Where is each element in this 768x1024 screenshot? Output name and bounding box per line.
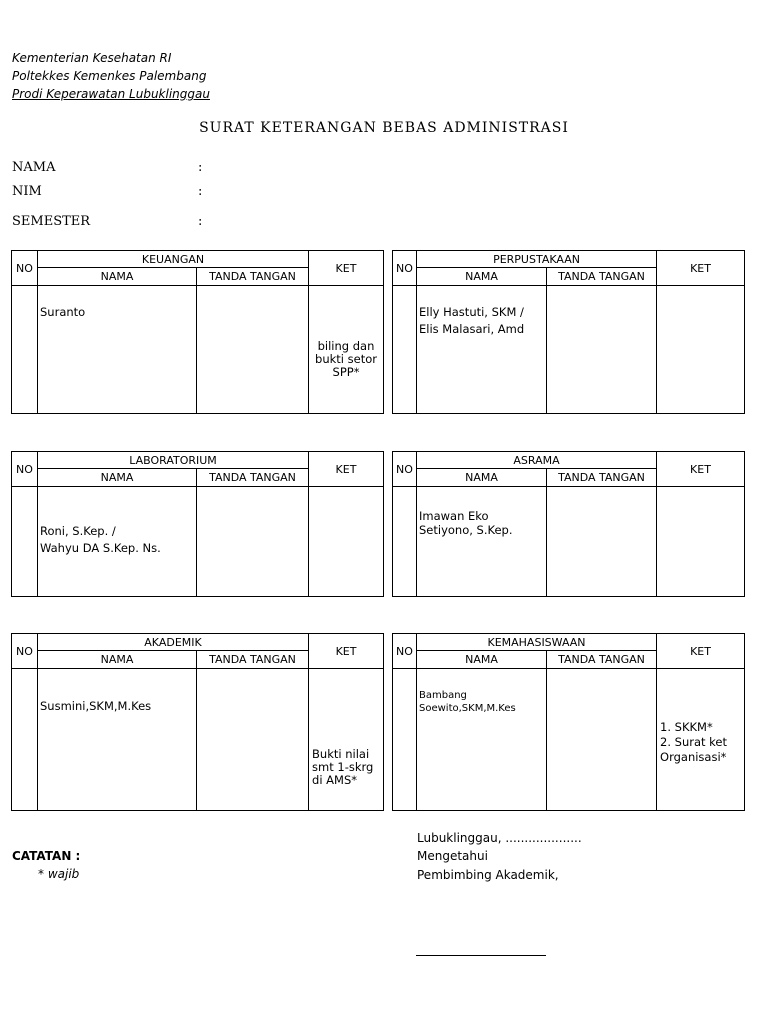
signature-acknowledged: Mengetahui <box>417 849 488 863</box>
ket-line: bukti setor <box>315 352 377 366</box>
name-cell <box>38 487 197 597</box>
name-cell <box>38 669 197 811</box>
name-line: Elis Malasari, Amd <box>419 322 525 336</box>
section-title: LABORATORIUM <box>38 452 309 469</box>
table-akademik <box>11 633 384 811</box>
col-tanda-tangan: TANDA TANGAN <box>197 651 309 669</box>
signature-place-date: Lubuklinggau, .................... <box>417 831 582 845</box>
table-keuangan <box>11 250 384 414</box>
col-no: NO <box>12 634 38 669</box>
field-semester-label: SEMESTER <box>12 214 91 229</box>
ket-cell <box>657 669 745 811</box>
col-tanda-tangan: TANDA TANGAN <box>197 268 309 286</box>
section-title: AKADEMIK <box>38 634 309 651</box>
signature-cell[interactable] <box>197 286 309 414</box>
no-cell <box>12 669 38 811</box>
ket-line: 2. Surat ket <box>660 735 728 749</box>
program-name-text: Prodi Keperawatan Lubuklinggau <box>12 87 210 101</box>
col-ket: KET <box>309 251 384 286</box>
ministry-name: Kementerian Kesehatan RI <box>12 51 172 65</box>
name-line: Setiyono, S.Kep. <box>419 523 513 537</box>
col-tanda-tangan: TANDA TANGAN <box>547 469 657 487</box>
no-cell <box>12 286 38 414</box>
table-kemahasiswaan <box>392 633 745 811</box>
ket-line: SPP* <box>332 365 360 379</box>
name-line: Bambang <box>419 690 467 701</box>
name-cell <box>417 487 547 597</box>
no-cell <box>393 669 417 811</box>
col-no: NO <box>393 251 417 286</box>
ket-line: biling dan <box>317 339 375 353</box>
ket-line: Organisasi* <box>660 750 727 764</box>
col-nama: NAMA <box>417 268 547 286</box>
name-line: Imawan Eko <box>419 509 489 523</box>
signature-cell[interactable] <box>197 669 309 811</box>
field-nim-label: NIM <box>12 184 42 199</box>
col-ket: KET <box>657 634 745 669</box>
signature-cell[interactable] <box>547 286 657 414</box>
ket-line: smt 1-skrg <box>312 760 374 774</box>
name-cell <box>417 669 547 811</box>
signature-cell[interactable] <box>197 487 309 597</box>
no-cell <box>12 487 38 597</box>
ket-cell <box>657 487 745 597</box>
col-ket: KET <box>657 452 745 487</box>
notes-label: CATATAN : <box>12 849 81 863</box>
col-tanda-tangan: TANDA TANGAN <box>547 651 657 669</box>
col-ket: KET <box>309 634 384 669</box>
ket-cell <box>309 669 384 811</box>
no-cell <box>393 286 417 414</box>
col-nama: NAMA <box>38 268 197 286</box>
section-title: PERPUSTAKAAN <box>417 251 657 268</box>
col-nama: NAMA <box>38 651 197 669</box>
section-title: KEMAHASISWAAN <box>417 634 657 651</box>
ket-line: 1. SKKM* <box>660 720 713 734</box>
signature-line <box>416 955 546 956</box>
col-nama: NAMA <box>417 469 547 487</box>
name-cell <box>38 286 197 414</box>
signature-advisor: Pembimbing Akademik, <box>417 868 559 882</box>
name-line: Soewito,SKM,M.Kes <box>419 703 516 714</box>
field-nama-label: NAMA <box>12 160 56 175</box>
institution-name: Poltekkes Kemenkes Palembang <box>12 69 207 83</box>
ket-cell <box>309 286 384 414</box>
notes-required: * wajib <box>38 867 80 881</box>
signature-cell[interactable] <box>547 487 657 597</box>
col-no: NO <box>12 251 38 286</box>
table-laboratorium <box>11 451 384 597</box>
no-cell <box>393 487 417 597</box>
name-cell <box>417 286 547 414</box>
col-nama: NAMA <box>417 651 547 669</box>
name-line: Wahyu DA S.Kep. Ns. <box>40 541 161 555</box>
field-nama-colon: : <box>198 160 203 175</box>
ket-line: di AMS* <box>312 773 358 787</box>
col-tanda-tangan: TANDA TANGAN <box>197 469 309 487</box>
col-no: NO <box>393 452 417 487</box>
section-title: ASRAMA <box>417 452 657 469</box>
name-line: Roni, S.Kep. / <box>40 524 116 538</box>
ket-cell <box>309 487 384 597</box>
col-no: NO <box>393 634 417 669</box>
ket-cell <box>657 286 745 414</box>
document-title: SURAT KETERANGAN BEBAS ADMINISTRASI <box>199 120 569 136</box>
table-asrama <box>392 451 745 597</box>
col-nama: NAMA <box>38 469 197 487</box>
table-perpustakaan <box>392 250 745 414</box>
field-nim-colon: : <box>198 184 203 199</box>
name-line: Susmini,SKM,M.Kes <box>40 699 152 713</box>
col-ket: KET <box>657 251 745 286</box>
col-no: NO <box>12 452 38 487</box>
signature-cell[interactable] <box>547 669 657 811</box>
program-name <box>12 85 210 104</box>
col-tanda-tangan: TANDA TANGAN <box>547 268 657 286</box>
col-ket: KET <box>309 452 384 487</box>
name-line: Suranto <box>40 305 86 319</box>
ket-line: Bukti nilai <box>312 747 370 761</box>
section-title: KEUANGAN <box>38 251 309 268</box>
name-line: Elly Hastuti, SKM / <box>419 305 524 319</box>
field-semester-colon: : <box>198 214 203 229</box>
